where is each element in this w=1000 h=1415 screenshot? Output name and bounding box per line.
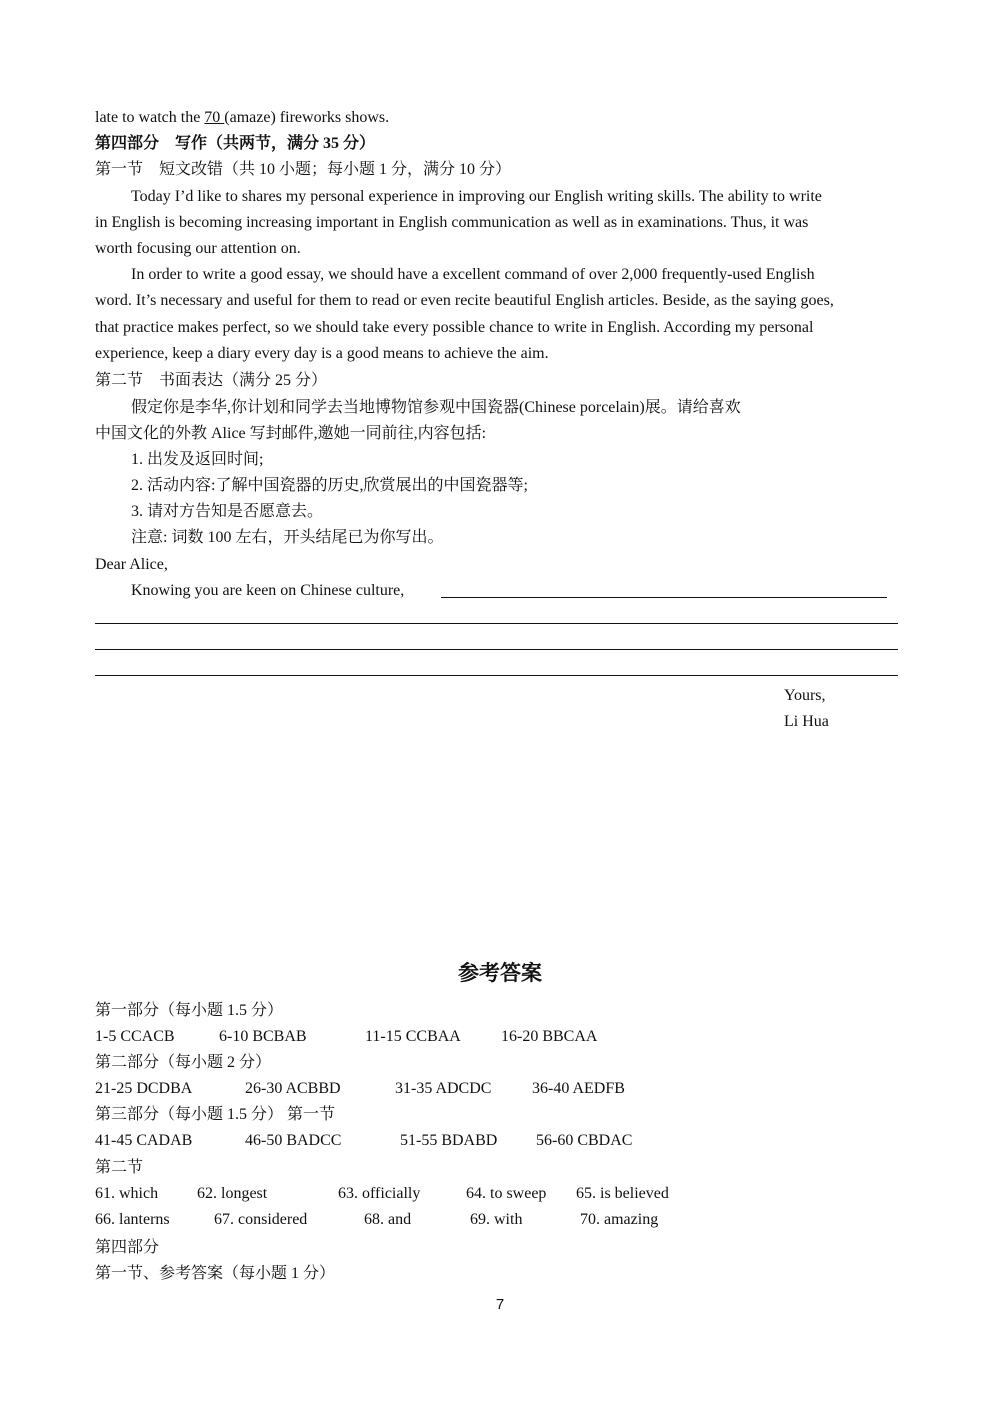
answer-group: 1-5 CCACB (95, 1028, 175, 1045)
task-item2: 2. 活动内容:了解中国瓷器的历史,欣赏展出的中国瓷器等; (131, 477, 528, 494)
answer-group: 26-30 ACBBD (245, 1080, 341, 1097)
answer-item: 61. which (95, 1185, 159, 1202)
cloze-blank-70: 70 (204, 109, 225, 126)
answer-item: 63. officially (338, 1185, 421, 1202)
answer-item: 62. longest (197, 1185, 268, 1202)
part4-heading: 第四部分 写作（共两节，满分 35 分） (95, 135, 376, 152)
cloze-text-before: late to watch the (95, 109, 205, 126)
para2-line2: word. It’s necessary and useful for them to read or even recite beautiful English articles. Beside, as the saying goes, (95, 292, 834, 309)
letter-greeting: Dear Alice, (95, 556, 168, 573)
answers-part3-heading: 第三部分（每小题 1.5 分） 第一节 (95, 1106, 336, 1123)
writing-line (95, 623, 898, 624)
para2-line3: that practice makes perfect, so we should take every possible chance to write in English. According my personal (95, 319, 814, 336)
answer-item: 67. considered (214, 1211, 308, 1228)
answer-group: 11-15 CCBAA (365, 1028, 461, 1045)
answer-group: 16-20 BBCAA (501, 1028, 598, 1045)
task-line1: 假定你是李华,你计划和同学去当地博物馆参观中国瓷器(Chinese porcelain)展。请给喜欢 (131, 399, 741, 416)
para1-line2: in English is becoming increasing important in English communication as well as in examinations. Thus, it was (95, 214, 809, 231)
answer-item: 65. is believed (576, 1185, 669, 1202)
answer-item: 68. and (364, 1211, 412, 1228)
answers-part2-heading: 第二部分（每小题 2 分） (95, 1054, 272, 1071)
answers-part4-section1-heading: 第一节、参考答案（每小题 1 分） (95, 1265, 336, 1282)
para2-line1: In order to write a good essay, we should have a excellent command of over 2,000 frequently-used English (131, 266, 815, 283)
section2-heading: 第二节 书面表达（满分 25 分） (95, 372, 328, 389)
letter-opening: Knowing you are keen on Chinese culture, (131, 582, 405, 599)
letter-closing: Yours, (784, 687, 826, 704)
answer-item: 69. with (470, 1211, 523, 1228)
answer-group: 56-60 CBDAC (536, 1132, 633, 1149)
para1-line3: worth focusing our attention on. (95, 240, 301, 257)
section1-heading: 第一节 短文改错（共 10 小题；每小题 1 分，满分 10 分） (95, 161, 512, 178)
writing-line (95, 649, 898, 650)
answer-group: 36-40 AEDFB (532, 1080, 625, 1097)
task-item3: 3. 请对方告知是否愿意去。 (131, 503, 324, 520)
cloze-text-after: (amaze) fireworks shows. (224, 109, 390, 126)
writing-line (95, 675, 898, 676)
answer-group: 46-50 BADCC (245, 1132, 342, 1149)
task-line2: 中国文化的外教 Alice 写封邮件,邀她一同前往,内容包括: (95, 425, 487, 442)
answer-group: 31-35 ADCDC (395, 1080, 492, 1097)
letter-signature: Li Hua (784, 713, 829, 730)
answer-item: 70. amazing (580, 1211, 659, 1228)
answer-group: 6-10 BCBAB (219, 1028, 307, 1045)
para1-line1: Today I’d like to shares my personal experience in improving our English writing skills. The ability to write (131, 188, 822, 205)
answers-part3-section2-heading: 第二节 (95, 1159, 144, 1176)
writing-line (441, 597, 887, 598)
answers-part1-heading: 第一部分（每小题 1.5 分） (95, 1002, 284, 1019)
answers-title: 参考答案 (458, 961, 542, 985)
answer-item: 64. to sweep (466, 1185, 547, 1202)
task-item1: 1. 出发及返回时间; (131, 451, 264, 468)
answer-group: 51-55 BDABD (400, 1132, 498, 1149)
page-number: 7 (495, 1296, 505, 1313)
task-note: 注意: 词数 100 左右，开头结尾已为你写出。 (131, 529, 444, 546)
answer-group: 41-45 CADAB (95, 1132, 193, 1149)
answers-part4-heading: 第四部分 (95, 1239, 160, 1256)
answer-item: 66. lanterns (95, 1211, 170, 1228)
cloze-continuation-line (95, 108, 389, 128)
answer-group: 21-25 DCDBA (95, 1080, 193, 1097)
para2-line4: experience, keep a diary every day is a good means to achieve the aim. (95, 345, 549, 362)
